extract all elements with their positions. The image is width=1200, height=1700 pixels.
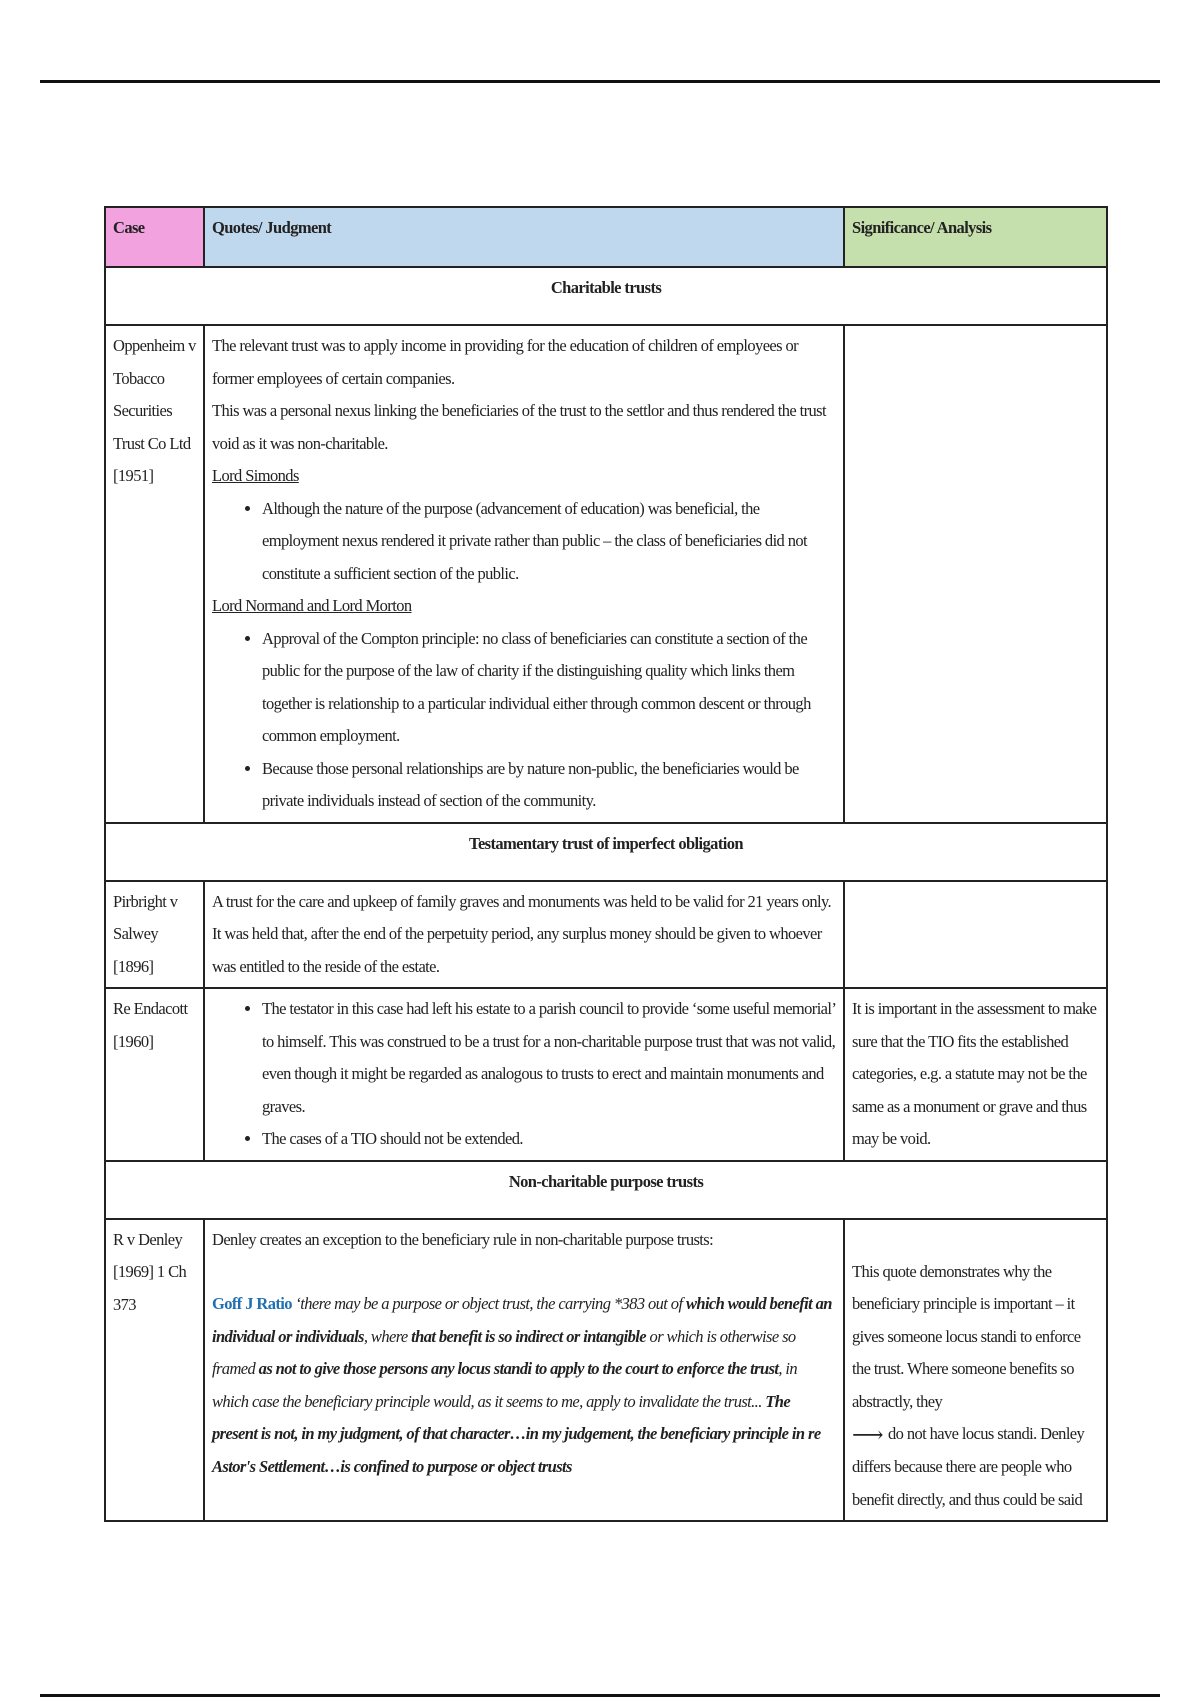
- section-charitable: Charitable trusts: [105, 267, 1107, 325]
- quote-emphasis: The present is not, in my judgment, of that character…in my judgement, the beneficiary principle in re Astor's Settlement…is confined to purpose or object trusts: [212, 1391, 821, 1476]
- case-name: R v Denley [1969] 1 Ch 373: [105, 1219, 204, 1522]
- paragraph-text: do not have locus standi. Denley differs because there are people who benefit directly, and thus could be said: [852, 1424, 1085, 1509]
- judgment-cell: [204, 988, 844, 1161]
- header-significance: Significance/ Analysis: [844, 207, 1107, 267]
- section-row: [105, 267, 1107, 325]
- list-item: • Approval of the Compton principle: no class of beneficiaries can constitute a section of the public for the purpose of the law of charity if the distinguishing quality which links them together is relationship to a particular individual either through common descent or through common employment.: [262, 623, 836, 753]
- judgment-cell: [204, 1219, 844, 1522]
- arrow-icon: ⟶: [852, 1421, 883, 1447]
- header-row: [105, 207, 1107, 267]
- paragraph: Denley creates an exception to the beneficiary rule in non-charitable purpose trusts:: [212, 1229, 714, 1249]
- case-table: [104, 206, 1108, 1522]
- ratio-label: Goff J Ratio: [212, 1294, 292, 1313]
- list-item: • The testator in this case had left his estate to a parish council to provide ‘some useful memorial’ to himself. This was construed to be a trust for a non-charitable purpose trust that was not valid, even though it might be regarded as analogous to trusts to erect and maintain monuments and graves.: [262, 993, 836, 1123]
- judge-heading: Lord Simonds: [212, 466, 299, 485]
- paragraph: This quote demonstrates why the beneficiary principle is important – it gives someone locus standi to enforce the trust. Where someone benefits so abstractly, they: [852, 1261, 1081, 1411]
- header-quotes: Quotes/ Judgment: [204, 207, 844, 267]
- bullet-list: [212, 993, 836, 1156]
- paragraph: A trust for the care and upkeep of family graves and monuments was held to be valid for 21 years only.: [212, 891, 832, 911]
- paragraph: [852, 1418, 1099, 1516]
- section-testamentary: Testamentary trust of imperfect obligation: [105, 823, 1107, 881]
- significance-cell: [844, 325, 1107, 823]
- list-item: • Although the nature of the purpose (advancement of education) was beneficial, the employment nexus rendered it private rather than public – the class of beneficiaries did not constitute a sufficient section of the public.: [262, 493, 836, 591]
- table-row: [105, 325, 1107, 823]
- quote-text: , where: [363, 1326, 412, 1346]
- list-item: • The cases of a TIO should not be extended.: [262, 1123, 836, 1156]
- quote-paragraph: [212, 1288, 836, 1483]
- quote-emphasis: that benefit is so indirect or intangible: [411, 1326, 647, 1346]
- quote-emphasis: which would benefit an individual or individuals: [212, 1294, 832, 1346]
- footer-rule: [40, 1694, 1160, 1697]
- quote-emphasis: as not to give those persons any locus standi to apply to the court to enforce the trust: [258, 1359, 779, 1378]
- quote-text: ‘there may be a purpose or object trust, the carrying *383 out of: [291, 1294, 686, 1313]
- spacer: [852, 1224, 1099, 1256]
- case-name: Pirbright v Salwey [1896]: [105, 881, 204, 989]
- table-row: [105, 1219, 1107, 1522]
- paragraph: It was held that, after the end of the perpetuity period, any surplus money should be given to whoever was entitled to the reside of the estate.: [212, 924, 822, 976]
- judgment-cell: [204, 881, 844, 989]
- spacer: [212, 1256, 836, 1288]
- judgment-cell: [204, 325, 844, 823]
- list-item: • Because those personal relationships are by nature non-public, the beneficiaries would be private individuals instead of section of the community.: [262, 753, 836, 818]
- case-name: Oppenheim v Tobacco Securities Trust Co Ltd [1951]: [105, 325, 204, 823]
- significance-cell: It is important in the assessment to make sure that the TIO fits the established categories, e.g. a statute may not be the same as a monument or grave and thus may be void.: [844, 988, 1107, 1161]
- section-row: [105, 1161, 1107, 1219]
- header-case: Case: [105, 207, 204, 267]
- paragraph: This was a personal nexus linking the beneficiaries of the trust to the settlor and thus rendered the trust void as it was non-charitable.: [212, 401, 826, 453]
- section-noncharitable: Non-charitable purpose trusts: [105, 1161, 1107, 1219]
- paragraph: The relevant trust was to apply income in providing for the education of children of employees or former employees of certain companies.: [212, 336, 799, 388]
- significance-cell: [844, 881, 1107, 989]
- judge-heading: Lord Normand and Lord Morton: [212, 596, 412, 615]
- quote-text: , in which case the beneficiary principle would, as it seems to me, apply to invalidate the trust...: [212, 1359, 798, 1411]
- header-rule: [40, 80, 1160, 83]
- case-name: Re Endacott [1960]: [105, 988, 204, 1161]
- section-row: [105, 823, 1107, 881]
- quote-text: or which is otherwise so framed: [212, 1326, 796, 1378]
- table-row: [105, 988, 1107, 1161]
- bullet-list: [212, 623, 836, 818]
- significance-cell: [844, 1219, 1107, 1522]
- bullet-list: [212, 493, 836, 591]
- table-row: [105, 881, 1107, 989]
